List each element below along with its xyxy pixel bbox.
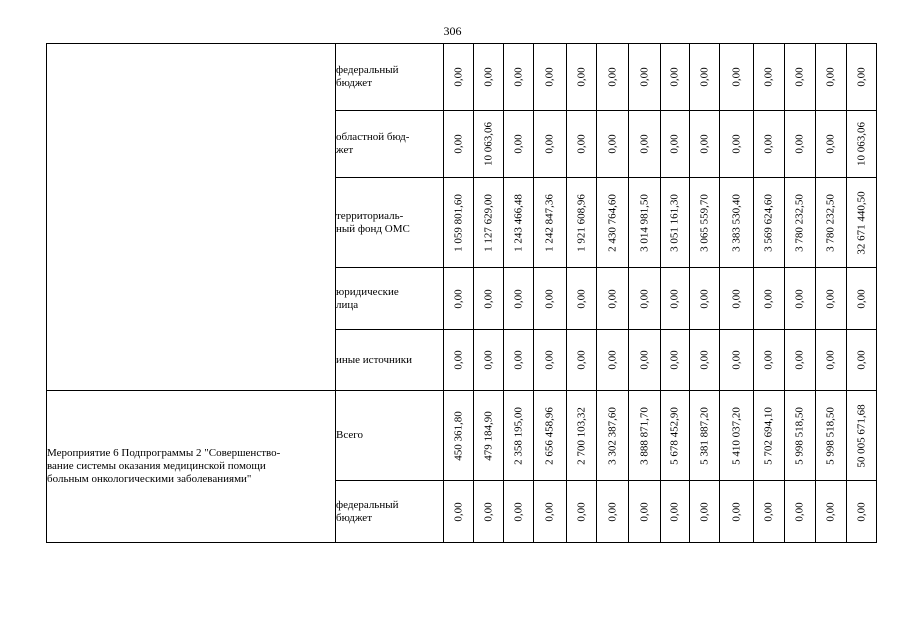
value-text: 0,00 bbox=[638, 288, 650, 309]
value-cell bbox=[474, 391, 504, 481]
value-text: 32 671 440,50 bbox=[855, 190, 867, 255]
value-text: 0,00 bbox=[698, 67, 710, 87]
value-cell bbox=[816, 330, 847, 391]
value-cell bbox=[785, 330, 816, 391]
value-text: 0,00 bbox=[606, 501, 618, 522]
value-text: 0,00 bbox=[575, 350, 587, 370]
value-text: 10 063,06 bbox=[482, 122, 494, 166]
value-text: 1 127 629,00 bbox=[482, 193, 494, 252]
value-cell bbox=[534, 268, 567, 330]
value-text: 0,00 bbox=[855, 288, 867, 309]
value-text: 0,00 bbox=[762, 350, 775, 370]
value-text: 0,00 bbox=[512, 350, 524, 370]
value-text: 0,00 bbox=[698, 501, 710, 522]
value-text: 5 998 518,50 bbox=[793, 406, 806, 465]
value-text: 0,00 bbox=[855, 67, 867, 87]
value-text: 0,00 bbox=[638, 350, 650, 370]
value-text: 0,00 bbox=[730, 350, 742, 370]
value-text: 450 361,80 bbox=[452, 410, 464, 461]
table-row bbox=[47, 391, 877, 481]
value-text: 0,00 bbox=[606, 350, 618, 370]
value-cell bbox=[534, 330, 567, 391]
value-text: 5 998 518,50 bbox=[824, 406, 837, 465]
value-cell bbox=[629, 111, 661, 178]
value-text: 0,00 bbox=[638, 501, 650, 522]
value-cell bbox=[690, 268, 720, 330]
value-text: 0,00 bbox=[698, 134, 710, 154]
value-text: 2 656 458,96 bbox=[543, 406, 556, 465]
value-text: 0,00 bbox=[482, 501, 494, 522]
funding-source-label: бюджет bbox=[336, 511, 372, 524]
funding-source-label: федеральный bbox=[336, 64, 399, 76]
value-text: 0,00 bbox=[730, 288, 742, 309]
value-cell bbox=[504, 330, 534, 391]
value-cell bbox=[720, 268, 754, 330]
value-text: 0,00 bbox=[452, 501, 464, 522]
funding-source-label: территориаль- bbox=[336, 209, 404, 222]
value-cell bbox=[597, 481, 629, 543]
value-cell bbox=[720, 330, 754, 391]
value-cell bbox=[847, 330, 877, 391]
value-cell bbox=[444, 178, 474, 268]
value-text: 0,00 bbox=[762, 134, 775, 154]
value-text: 0,00 bbox=[543, 67, 556, 87]
value-text: 0,00 bbox=[452, 67, 464, 87]
value-text: 0,00 bbox=[452, 134, 464, 154]
funding-source-label: жет bbox=[336, 144, 354, 156]
value-cell bbox=[474, 330, 504, 391]
value-cell bbox=[754, 391, 785, 481]
value-cell bbox=[720, 111, 754, 178]
value-text: 0,00 bbox=[855, 501, 867, 522]
funding-source-label: областной бюд- bbox=[336, 131, 410, 143]
value-cell bbox=[629, 391, 661, 481]
value-cell bbox=[816, 111, 847, 178]
value-cell bbox=[720, 391, 754, 481]
value-text: 50 005 671,68 bbox=[855, 403, 867, 468]
value-cell bbox=[567, 330, 597, 391]
value-cell bbox=[785, 268, 816, 330]
value-text: 0,00 bbox=[855, 350, 867, 370]
value-cell bbox=[629, 268, 661, 330]
funding-source-label: юридические bbox=[336, 285, 399, 298]
value-text: 0,00 bbox=[575, 134, 587, 154]
value-cell bbox=[444, 268, 474, 330]
value-text: 3 780 232,50 bbox=[793, 193, 806, 252]
value-cell bbox=[474, 268, 504, 330]
value-cell bbox=[504, 111, 534, 178]
funding-source-cell bbox=[336, 330, 444, 391]
page-number: 306 bbox=[443, 24, 462, 38]
value-cell bbox=[504, 178, 534, 268]
measure-title-cell bbox=[47, 391, 336, 543]
value-cell bbox=[661, 330, 690, 391]
value-cell bbox=[847, 44, 877, 111]
value-cell bbox=[474, 111, 504, 178]
value-cell bbox=[474, 44, 504, 111]
value-text: 5 678 452,90 bbox=[668, 406, 681, 465]
value-text: 0,00 bbox=[575, 501, 587, 522]
value-text: 0,00 bbox=[512, 288, 524, 309]
value-cell bbox=[690, 178, 720, 268]
value-text: 0,00 bbox=[543, 134, 556, 154]
value-cell bbox=[474, 481, 504, 543]
value-cell bbox=[754, 44, 785, 111]
measure-title-line: больным онкологическими заболеваниями" bbox=[47, 473, 252, 485]
value-cell bbox=[597, 111, 629, 178]
value-cell bbox=[597, 44, 629, 111]
value-cell bbox=[567, 268, 597, 330]
value-text: 5 702 694,10 bbox=[762, 406, 775, 465]
value-text: 0,00 bbox=[668, 288, 681, 309]
value-cell bbox=[785, 391, 816, 481]
value-cell bbox=[754, 111, 785, 178]
value-cell bbox=[629, 178, 661, 268]
value-text: 0,00 bbox=[698, 288, 710, 309]
value-text: 5 410 037,20 bbox=[730, 406, 742, 465]
value-cell bbox=[629, 481, 661, 543]
value-text: 0,00 bbox=[638, 67, 650, 87]
value-cell bbox=[816, 178, 847, 268]
value-cell bbox=[690, 481, 720, 543]
value-cell bbox=[504, 481, 534, 543]
value-cell bbox=[629, 330, 661, 391]
value-cell bbox=[661, 178, 690, 268]
value-text: 0,00 bbox=[793, 501, 806, 522]
value-text: 0,00 bbox=[824, 501, 837, 522]
value-text: 0,00 bbox=[543, 288, 556, 309]
value-cell bbox=[534, 391, 567, 481]
value-cell bbox=[847, 268, 877, 330]
value-cell bbox=[567, 391, 597, 481]
value-cell bbox=[661, 481, 690, 543]
value-cell bbox=[567, 44, 597, 111]
value-text: 0,00 bbox=[512, 501, 524, 522]
value-cell bbox=[754, 330, 785, 391]
value-cell bbox=[720, 44, 754, 111]
value-text: 0,00 bbox=[793, 67, 806, 87]
table-row bbox=[47, 44, 877, 111]
value-text: 0,00 bbox=[824, 288, 837, 309]
value-cell bbox=[444, 111, 474, 178]
value-cell bbox=[690, 111, 720, 178]
value-text: 2 430 764,60 bbox=[606, 193, 618, 252]
value-text: 0,00 bbox=[452, 288, 464, 309]
value-cell bbox=[785, 178, 816, 268]
value-cell bbox=[785, 44, 816, 111]
value-cell bbox=[567, 178, 597, 268]
value-text: 3 780 232,50 bbox=[824, 193, 837, 252]
value-cell bbox=[690, 44, 720, 111]
value-cell bbox=[847, 391, 877, 481]
value-cell bbox=[816, 44, 847, 111]
value-text: 1 059 801,60 bbox=[452, 193, 464, 252]
value-cell bbox=[847, 111, 877, 178]
value-cell bbox=[444, 481, 474, 543]
value-cell bbox=[816, 391, 847, 481]
measure-title-line: вание системы оказания медицинской помощи bbox=[47, 460, 266, 472]
value-cell bbox=[816, 481, 847, 543]
value-cell bbox=[690, 391, 720, 481]
value-text: 0,00 bbox=[575, 288, 587, 309]
value-text: 1 243 466,48 bbox=[512, 193, 524, 252]
value-text: 0,00 bbox=[452, 350, 464, 370]
value-text: 0,00 bbox=[512, 67, 524, 87]
value-text: 0,00 bbox=[638, 134, 650, 154]
value-cell bbox=[661, 111, 690, 178]
value-cell bbox=[661, 44, 690, 111]
value-text: 0,00 bbox=[482, 350, 494, 370]
value-cell bbox=[534, 481, 567, 543]
funding-source-label: лица bbox=[336, 298, 359, 311]
funding-source-cell bbox=[336, 391, 444, 481]
value-cell bbox=[534, 44, 567, 111]
value-cell bbox=[504, 44, 534, 111]
value-cell bbox=[720, 178, 754, 268]
value-text: 1 242 847,36 bbox=[543, 193, 556, 252]
value-text: 3 014 981,50 bbox=[638, 193, 650, 252]
value-cell bbox=[661, 391, 690, 481]
value-text: 0,00 bbox=[668, 134, 681, 154]
funding-source-cell bbox=[336, 178, 444, 268]
value-cell bbox=[754, 178, 785, 268]
value-text: 0,00 bbox=[762, 67, 775, 87]
table-body bbox=[47, 44, 877, 543]
value-cell bbox=[444, 391, 474, 481]
value-text: 0,00 bbox=[824, 350, 837, 370]
funding-source-cell bbox=[336, 268, 444, 330]
value-text: 0,00 bbox=[793, 134, 806, 154]
value-text: 3 383 530,40 bbox=[730, 193, 742, 252]
value-cell bbox=[567, 111, 597, 178]
value-cell bbox=[754, 268, 785, 330]
blank-merged-cell bbox=[47, 44, 336, 391]
value-text: 0,00 bbox=[668, 501, 681, 522]
value-text: 0,00 bbox=[730, 134, 742, 154]
value-cell bbox=[534, 111, 567, 178]
value-cell bbox=[785, 111, 816, 178]
value-text: 0,00 bbox=[482, 288, 494, 309]
funding-source-cell bbox=[336, 44, 444, 111]
value-text: 0,00 bbox=[482, 67, 494, 87]
value-cell bbox=[597, 268, 629, 330]
value-cell bbox=[816, 268, 847, 330]
value-cell bbox=[661, 268, 690, 330]
value-text: 0,00 bbox=[543, 501, 556, 522]
value-text: 3 569 624,60 bbox=[762, 193, 775, 252]
value-text: 5 381 887,20 bbox=[698, 406, 710, 465]
funding-source-label: иные источники bbox=[336, 353, 412, 366]
measure-title-line: Мероприятие 6 Подпрограммы 2 "Совершенство- bbox=[47, 447, 281, 459]
value-text: 2 358 195,00 bbox=[512, 406, 524, 465]
value-text: 3 051 161,30 bbox=[668, 193, 681, 252]
funding-source-cell bbox=[336, 481, 444, 543]
value-text: 0,00 bbox=[668, 350, 681, 370]
value-cell bbox=[504, 391, 534, 481]
value-text: 0,00 bbox=[824, 67, 837, 87]
value-text: 0,00 bbox=[668, 67, 681, 87]
value-text: 3 888 871,70 bbox=[638, 406, 650, 465]
value-text: 0,00 bbox=[793, 350, 806, 370]
value-text: 0,00 bbox=[730, 67, 742, 87]
value-text: 2 700 103,32 bbox=[575, 406, 587, 465]
value-cell bbox=[534, 178, 567, 268]
value-text: 0,00 bbox=[606, 288, 618, 309]
value-text: 0,00 bbox=[762, 288, 775, 309]
value-text: 0,00 bbox=[730, 501, 742, 522]
value-cell bbox=[847, 178, 877, 268]
funding-source-cell bbox=[336, 111, 444, 178]
value-text: 0,00 bbox=[575, 67, 587, 87]
value-cell bbox=[444, 330, 474, 391]
value-cell bbox=[720, 481, 754, 543]
value-text: 0,00 bbox=[606, 67, 618, 87]
funding-source-label: ный фонд ОМС bbox=[336, 222, 410, 235]
value-cell bbox=[785, 481, 816, 543]
funding-source-label: федеральный bbox=[336, 498, 399, 511]
value-cell bbox=[474, 178, 504, 268]
funding-source-label: Всего bbox=[336, 429, 363, 441]
value-cell bbox=[567, 481, 597, 543]
value-text: 0,00 bbox=[543, 350, 556, 370]
value-text: 3 302 387,60 bbox=[606, 406, 618, 465]
value-cell bbox=[690, 330, 720, 391]
value-cell bbox=[754, 481, 785, 543]
value-cell bbox=[597, 391, 629, 481]
value-text: 0,00 bbox=[793, 288, 806, 309]
value-cell bbox=[597, 330, 629, 391]
value-text: 0,00 bbox=[698, 350, 710, 370]
value-text: 0,00 bbox=[762, 501, 775, 522]
value-text: 0,00 bbox=[824, 134, 837, 154]
budget-table bbox=[46, 43, 877, 543]
value-cell bbox=[629, 44, 661, 111]
value-cell bbox=[847, 481, 877, 543]
value-cell bbox=[597, 178, 629, 268]
funding-source-label: бюджет bbox=[336, 77, 372, 89]
value-text: 0,00 bbox=[512, 134, 524, 154]
value-text: 0,00 bbox=[606, 134, 618, 154]
value-text: 10 063,06 bbox=[855, 122, 867, 166]
value-text: 1 921 608,96 bbox=[575, 193, 587, 252]
value-cell bbox=[444, 44, 474, 111]
value-text: 479 184,90 bbox=[482, 410, 494, 461]
value-cell bbox=[504, 268, 534, 330]
value-text: 3 065 559,70 bbox=[698, 193, 710, 252]
